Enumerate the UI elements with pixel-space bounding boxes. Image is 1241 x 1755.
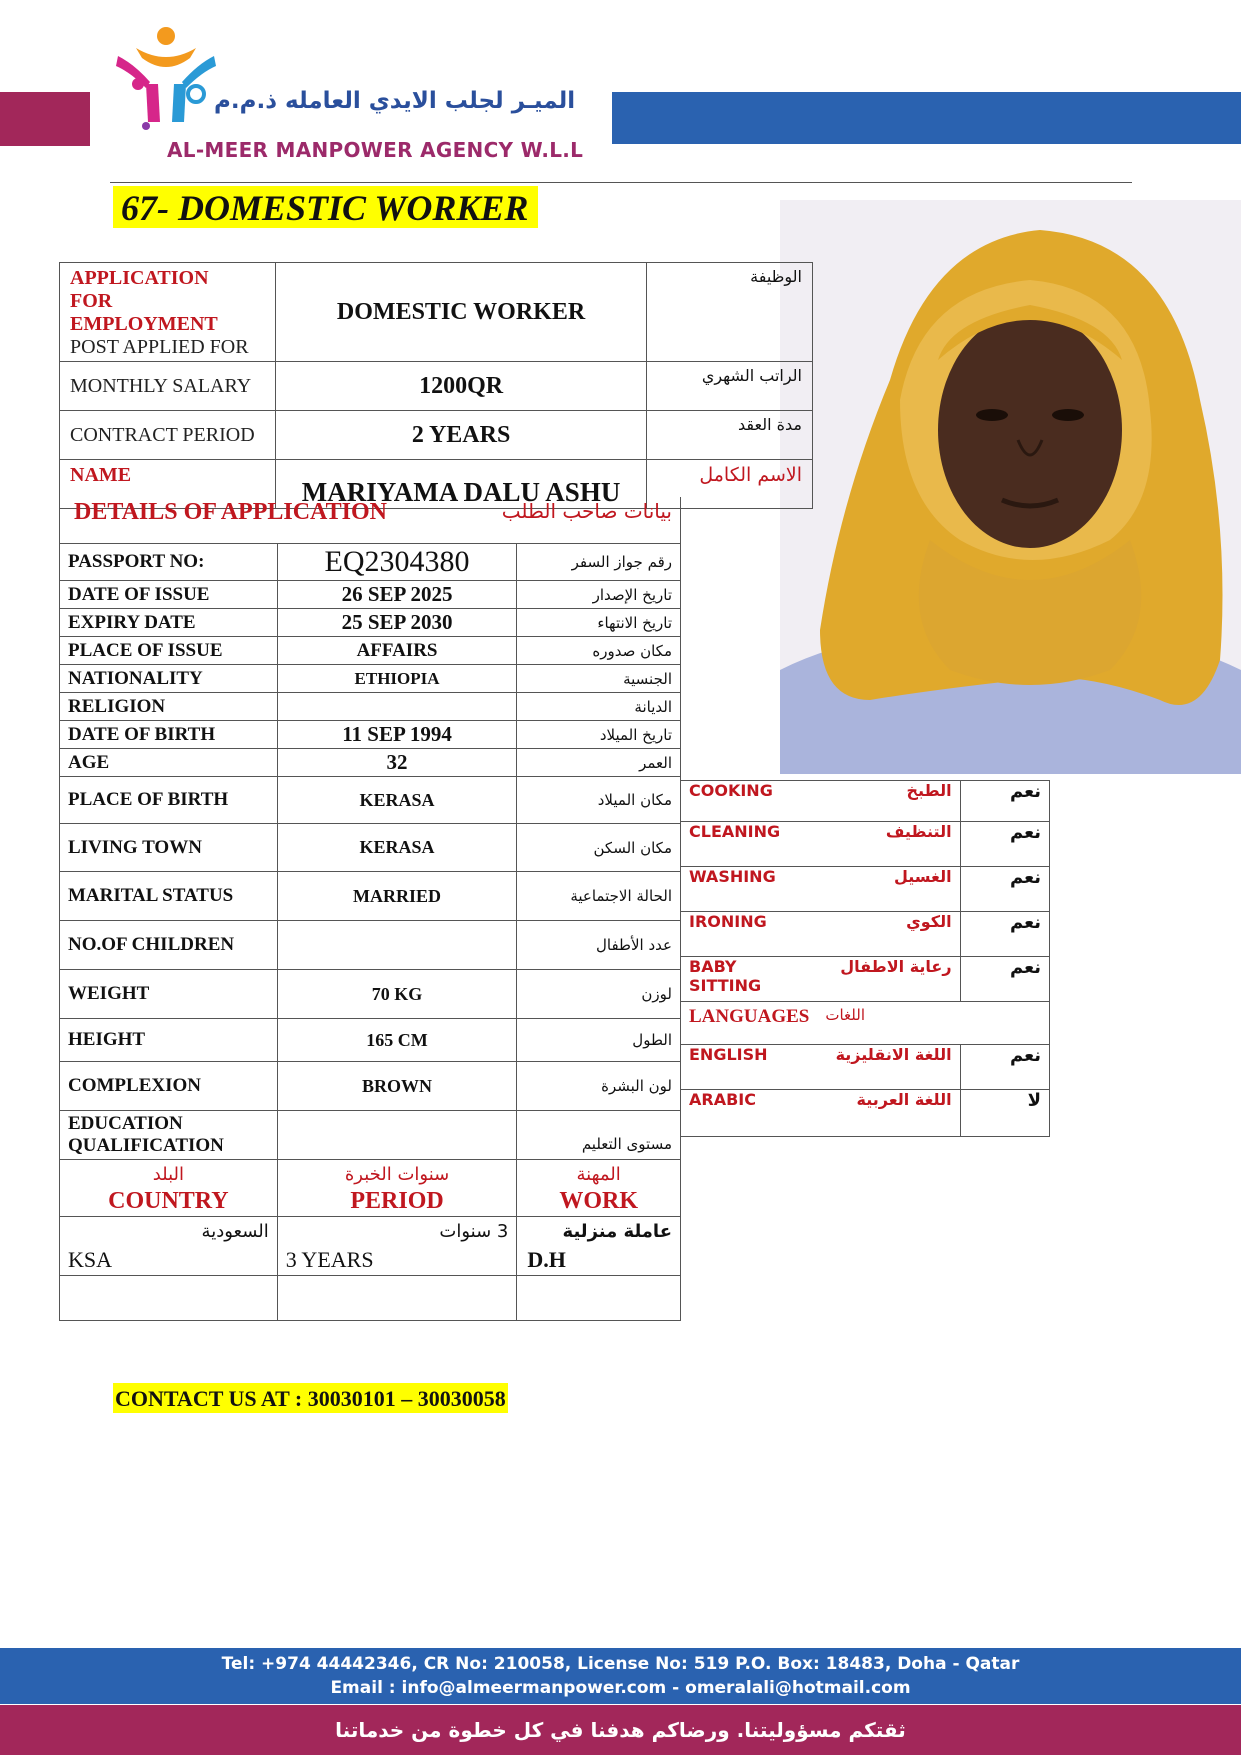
empty-cell (60, 1276, 278, 1321)
passport-value: EQ2304380 (277, 544, 517, 581)
place-of-issue-arabic: مكان صدوره (517, 637, 681, 665)
issue-date-arabic: تاريخ الإصدار (517, 581, 681, 609)
education-label (60, 1111, 278, 1160)
skills-table (680, 780, 1050, 1137)
experience-heading-row (60, 1160, 681, 1217)
salary-row (60, 362, 813, 411)
education-value (277, 1111, 517, 1160)
place-of-birth-value: KERASA (277, 777, 517, 824)
birth-date-arabic: تاريخ الميلاد (517, 721, 681, 749)
children-label: NO.OF CHILDREN (60, 921, 278, 970)
place-of-birth-label: PLACE OF BIRTH (60, 777, 278, 824)
post-applied-row (60, 263, 813, 362)
age-value: 32 (277, 749, 517, 777)
living-town-value: KERASA (277, 824, 517, 872)
application-label-line4: POST APPLIED FOR (70, 336, 249, 358)
living-town-arabic: مكان السكن (517, 824, 681, 872)
contact-numbers: CONTACT US AT : 30030101 – 30030058 (113, 1383, 508, 1413)
country-heading-ar: البلد (152, 1164, 185, 1185)
application-label-line2: FOR (70, 290, 113, 312)
children-row (60, 921, 681, 970)
birth-date-label: DATE OF BIRTH (60, 721, 278, 749)
marital-status-row (60, 872, 681, 921)
weight-label: WEIGHT (60, 970, 278, 1019)
expiry-date-value: 25 SEP 2030 (277, 609, 517, 637)
skill-en: COOKING (681, 781, 818, 822)
skill-value: نعم (960, 912, 1049, 957)
work-heading-en: WORK (559, 1188, 638, 1214)
name-arabic: الاسم الكامل (647, 460, 813, 509)
marital-status-value: MARRIED (277, 872, 517, 921)
living-town-row (60, 824, 681, 872)
language-en: ENGLISH (681, 1045, 818, 1090)
education-label-line1: EDUCATION (68, 1113, 183, 1134)
experience-country-ar: السعودية (201, 1221, 269, 1242)
children-arabic: عدد الأطفال (517, 921, 681, 970)
education-row (60, 1111, 681, 1160)
complexion-label: COMPLEXION (60, 1062, 278, 1111)
employment-table (59, 262, 813, 509)
skill-row (681, 867, 1050, 912)
skill-en: WASHING (681, 867, 818, 912)
place-of-issue-value: AFFAIRS (277, 637, 517, 665)
contract-row (60, 411, 813, 460)
details-table (59, 497, 681, 1321)
language-row (681, 1045, 1050, 1090)
languages-heading-row (681, 1002, 1050, 1045)
education-label-line2: QUALIFICATION (68, 1135, 224, 1156)
skill-ar: رعاية الاطفال (817, 957, 960, 1002)
contract-value: 2 YEARS (275, 411, 646, 460)
issue-date-value: 26 SEP 2025 (277, 581, 517, 609)
contract-label: CONTRACT PERIOD (60, 411, 276, 460)
birth-date-value: 11 SEP 1994 (277, 721, 517, 749)
weight-row (60, 970, 681, 1019)
details-heading (60, 497, 681, 544)
footer-email: Email : info@almeermanpower.com - omeralali@hotmail.com (330, 1678, 911, 1698)
skill-ar: الغسيل (817, 867, 960, 912)
skill-row (681, 822, 1050, 867)
application-label-line3: EMPLOYMENT (70, 313, 218, 335)
logo-arabic-name: الميـر لجلب الايدي العامله ذ.م.م (214, 88, 576, 114)
period-heading-ar: سنوات الخبرة (344, 1164, 450, 1185)
languages-heading-ar: اللغات (817, 1002, 1049, 1045)
expiry-date-row (60, 609, 681, 637)
passport-row (60, 544, 681, 581)
height-label: HEIGHT (60, 1019, 278, 1062)
children-value (277, 921, 517, 970)
height-row (60, 1019, 681, 1062)
experience-empty-row (60, 1276, 681, 1321)
education-arabic: مستوى التعليم (517, 1111, 681, 1160)
skill-row (681, 957, 1050, 1002)
salary-arabic: الراتب الشهري (647, 362, 813, 411)
name-value: MARIYAMA DALU ASHU (275, 460, 646, 509)
page-title: 67- DOMESTIC WORKER (113, 186, 538, 228)
experience-period-heading (277, 1160, 517, 1217)
name-label: NAME (60, 460, 276, 509)
religion-arabic: الديانة (517, 693, 681, 721)
language-ar: اللغة العربية (817, 1090, 960, 1137)
work-heading-ar: المهنة (576, 1164, 621, 1185)
skill-value: نعم (960, 867, 1049, 912)
salary-value: 1200QR (275, 362, 646, 411)
experience-period-ar: 3 سنوات (439, 1221, 509, 1242)
experience-country-en: KSA (68, 1247, 113, 1272)
skill-ar: الطبخ (817, 781, 960, 822)
experience-work-heading (517, 1160, 681, 1217)
experience-period (277, 1217, 517, 1276)
experience-work-en: D.H (527, 1247, 566, 1272)
contract-arabic: مدة العقد (647, 411, 813, 460)
living-town-label: LIVING TOWN (60, 824, 278, 872)
header-divider (110, 182, 1132, 183)
weight-arabic: لوزن (517, 970, 681, 1019)
issue-date-row (60, 581, 681, 609)
language-en: ARABIC (681, 1090, 818, 1137)
details-heading-row (60, 497, 681, 544)
experience-country (60, 1217, 278, 1276)
applicant-portrait-image (780, 200, 1241, 774)
header-blue-bar (612, 92, 1241, 144)
salary-label: MONTHLY SALARY (60, 362, 276, 411)
skill-value: نعم (960, 781, 1049, 822)
place-of-issue-label: PLACE OF ISSUE (60, 637, 278, 665)
post-applied-label (60, 263, 276, 362)
skill-en: IRONING (681, 912, 818, 957)
complexion-value: BROWN (277, 1062, 517, 1111)
height-arabic: الطول (517, 1019, 681, 1062)
footer-contact-bar (0, 1648, 1241, 1704)
header-magenta-bar (0, 92, 90, 146)
post-applied-value: DOMESTIC WORKER (275, 263, 646, 362)
complexion-row (60, 1062, 681, 1111)
place-of-issue-row (60, 637, 681, 665)
nationality-value: ETHIOPIA (277, 665, 517, 693)
period-heading-en: PERIOD (350, 1188, 444, 1214)
age-label: AGE (60, 749, 278, 777)
expiry-date-arabic: تاريخ الانتهاء (517, 609, 681, 637)
language-value: لا (960, 1090, 1049, 1137)
skill-row (681, 912, 1050, 957)
footer-slogan: ثقتكم مسؤوليتنا. ورضاكم هدفنا في كل خطوة من خدماتنا (0, 1705, 1241, 1755)
experience-period-en: 3 YEARS (285, 1247, 374, 1272)
logo-english-name: AL-MEER MANPOWER AGENCY W.L.L (167, 138, 584, 162)
experience-row (60, 1217, 681, 1276)
language-row (681, 1090, 1050, 1137)
details-heading-en: DETAILS OF APPLICATION (74, 499, 387, 525)
language-ar: اللغة الانقليزية (817, 1045, 960, 1090)
place-of-birth-row (60, 777, 681, 824)
skill-value: نعم (960, 822, 1049, 867)
weight-value: 70 KG (277, 970, 517, 1019)
skill-en: CLEANING (681, 822, 818, 867)
marital-status-label: MARITAL STATUS (60, 872, 278, 921)
experience-country-heading (60, 1160, 278, 1217)
religion-label: RELIGION (60, 693, 278, 721)
skill-en: BABY SITTING (681, 957, 818, 1002)
marital-status-arabic: الحالة الاجتماعية (517, 872, 681, 921)
complexion-arabic: لون البشرة (517, 1062, 681, 1111)
skill-value: نعم (960, 957, 1049, 1002)
birth-date-row (60, 721, 681, 749)
applicant-photo (780, 200, 1241, 774)
empty-cell (517, 1276, 681, 1321)
language-value: نعم (960, 1045, 1049, 1090)
nationality-arabic: الجنسية (517, 665, 681, 693)
passport-arabic: رقم جواز السفر (517, 544, 681, 581)
skill-ar: الكوي (817, 912, 960, 957)
footer-address: Tel: +974 44442346, CR No: 210058, License No: 519 P.O. Box: 18483, Doha - Qatar (221, 1654, 1020, 1674)
application-label-line1: APPLICATION (70, 267, 209, 289)
empty-cell (277, 1276, 517, 1321)
religion-row (60, 693, 681, 721)
agency-logo-icon (116, 26, 236, 134)
place-of-birth-arabic: مكان الميلاد (517, 777, 681, 824)
age-arabic: العمر (517, 749, 681, 777)
languages-heading-en: LANGUAGES (681, 1002, 818, 1045)
post-applied-arabic: الوظيفة (647, 263, 813, 362)
expiry-date-label: EXPIRY DATE (60, 609, 278, 637)
height-value: 165 CM (277, 1019, 517, 1062)
experience-work (517, 1217, 681, 1276)
nationality-row (60, 665, 681, 693)
age-row (60, 749, 681, 777)
issue-date-label: DATE OF ISSUE (60, 581, 278, 609)
religion-value (277, 693, 517, 721)
details-heading-ar: بيانات صاحب الطلب (501, 499, 672, 523)
experience-work-ar: عاملة منزلية (562, 1221, 672, 1242)
country-heading-en: COUNTRY (108, 1188, 229, 1214)
skill-ar: التنظيف (817, 822, 960, 867)
passport-label: PASSPORT NO: (60, 544, 278, 581)
skill-row (681, 781, 1050, 822)
nationality-label: NATIONALITY (60, 665, 278, 693)
